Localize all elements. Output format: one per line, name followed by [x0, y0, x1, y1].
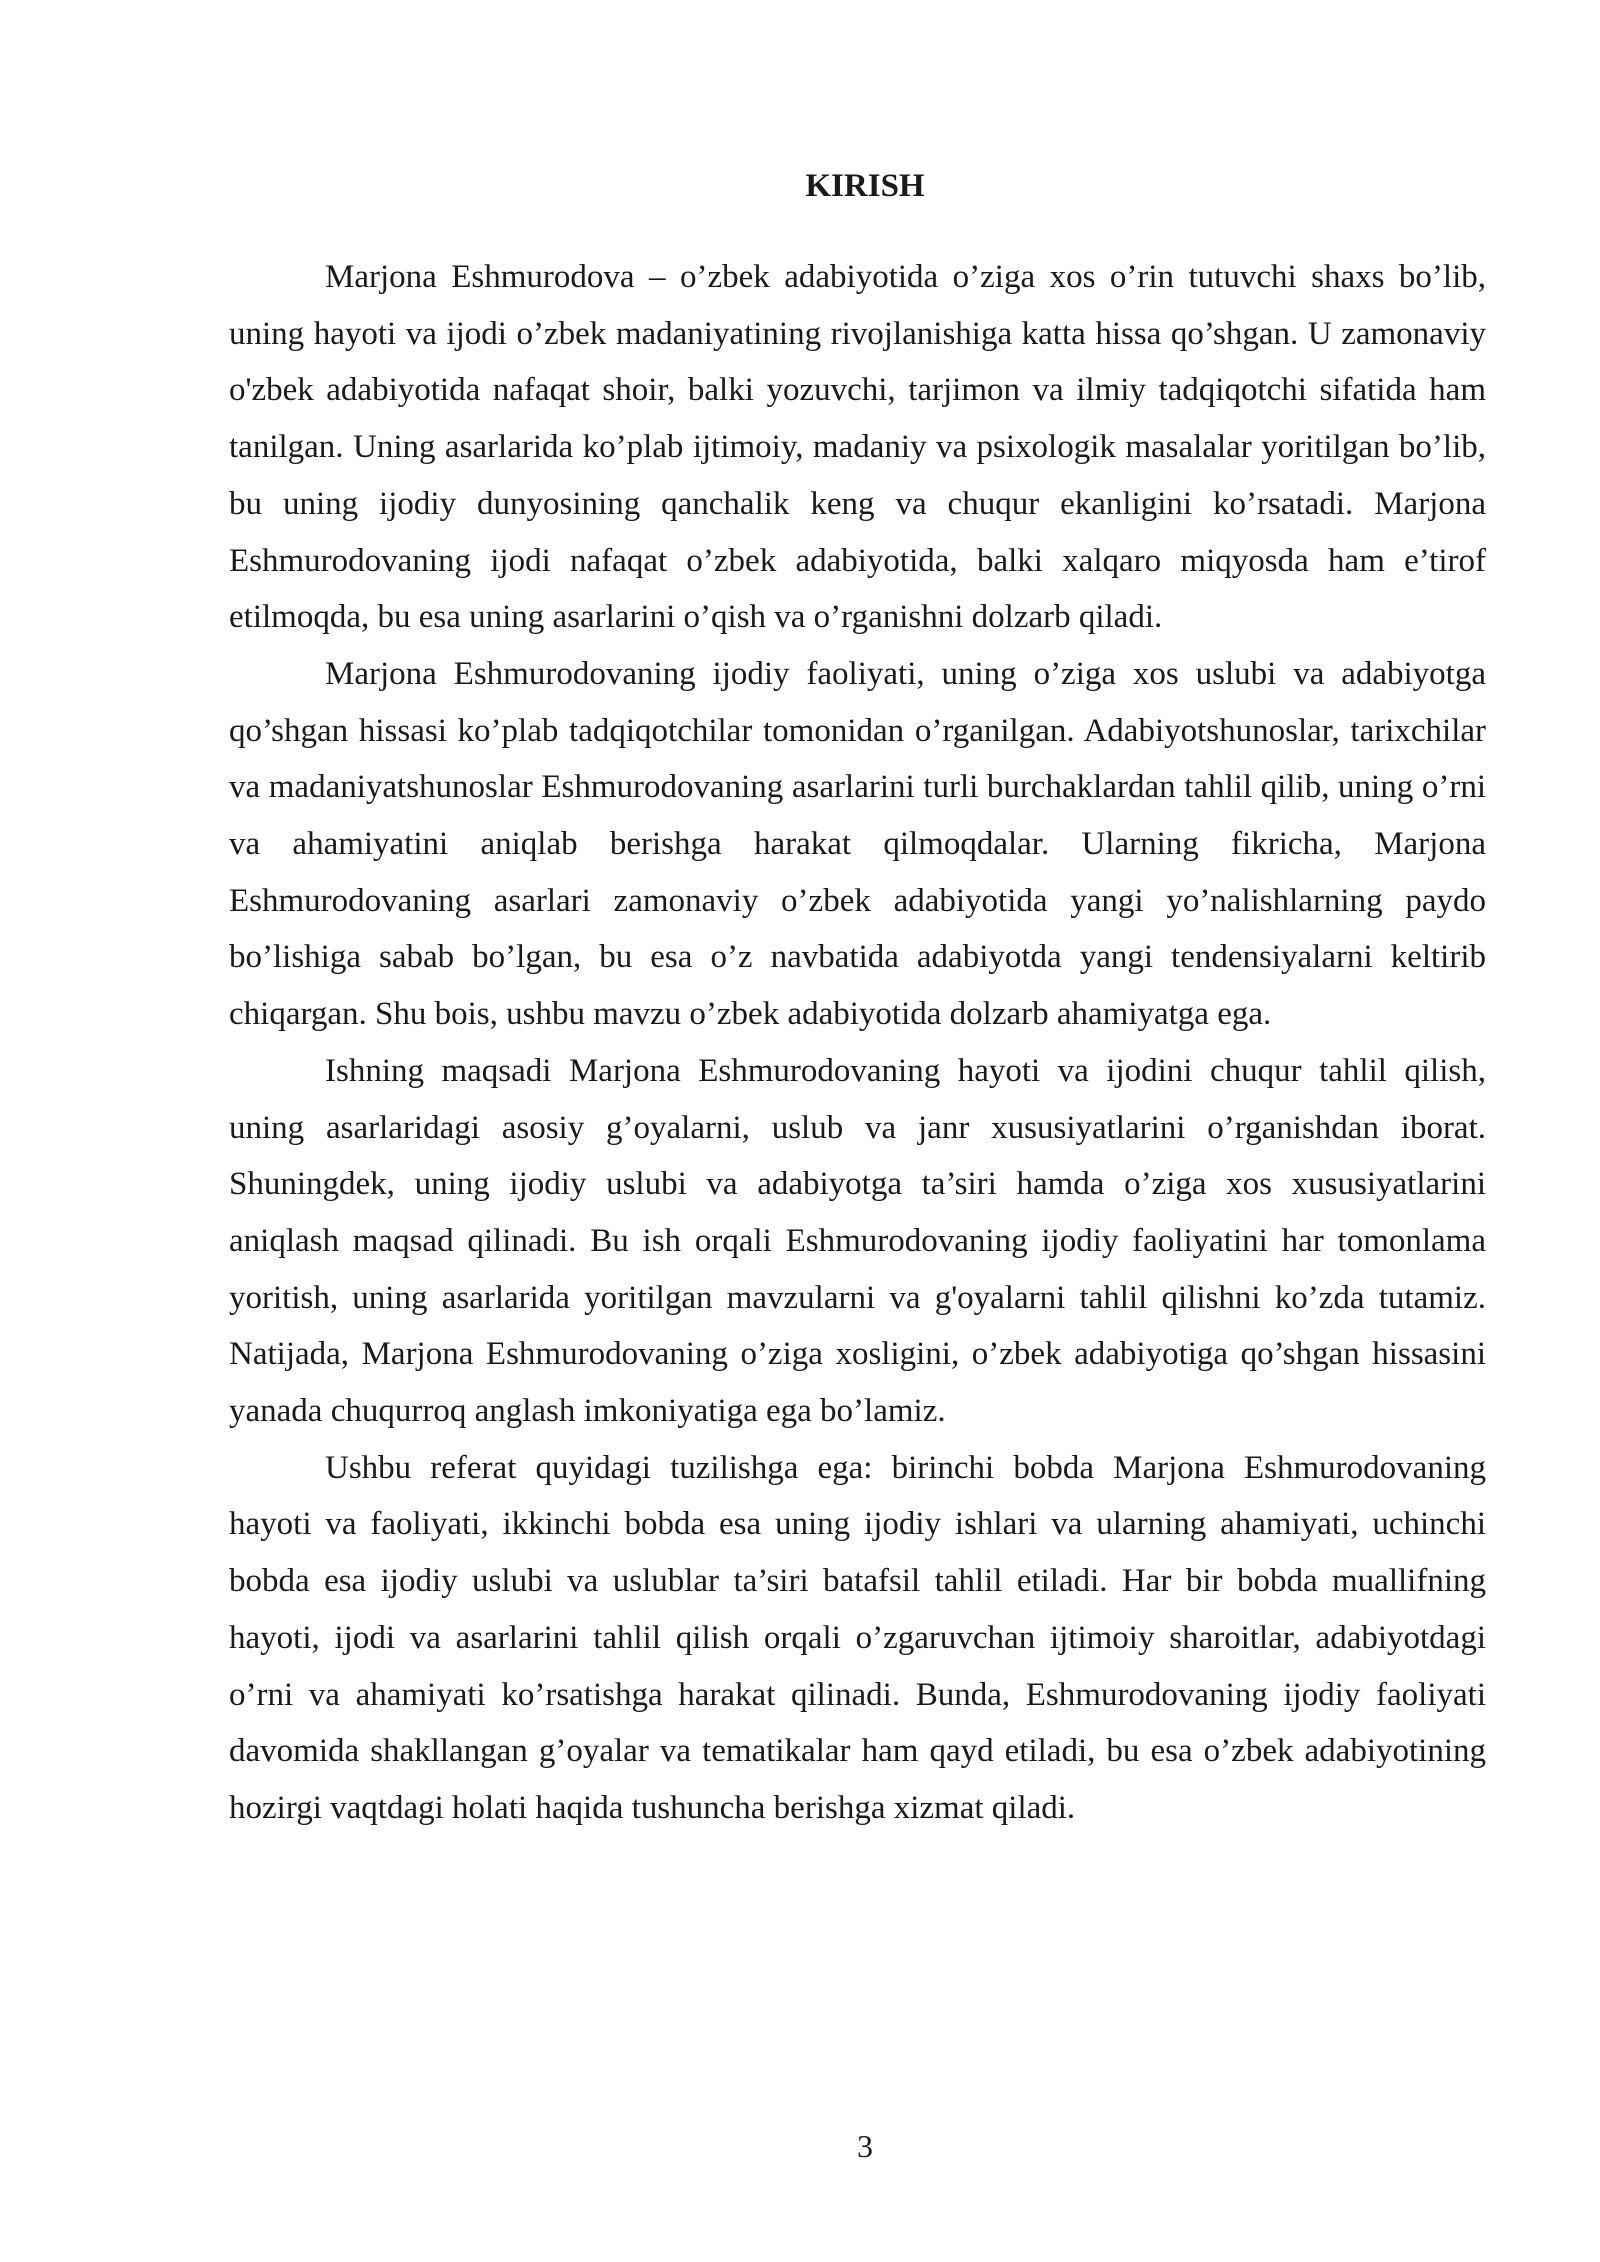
paragraph-4: Ushbu referat quyidagi tuzilishga ega: birinchi bobda Marjona Eshmurodovaning hayoti va faoliyati, ikkinchi bobda esa uning ijodiy ishlari va ularning ahamiyati, uchinchi bobda esa ijodiy uslubi va uslublar ta’siri batafsil tahlil etiladi. Har bir bobda muallifning hayoti, ijodi va asarlarini tahlil qilish orqali o’zgaruvchan ijtimoiy sharoitlar, adabiyotdagi o’rni va ahamiyati ko’rsatishga harakat qilinadi. Bunda, Eshmurodovaning ijodiy faoliyati davomida shakllangan g’oyalar va tematikalar ham qayd etiladi, bu esa o’zbek adabiyotining hozirgi vaqtdagi holati haqida tushuncha berishga xizmat qiladi. — [229, 1449, 1486, 1826]
paragraph-3: Ishning maqsadi Marjona Eshmurodovaning hayoti va ijodini chuqur tahlil qilish, uning asarlaridagi asosiy g’oyalarni, uslub va janr xususiyatlarini o’rganishdan iborat. Shuningdek, uning ijodiy uslubi va adabiyotga ta’siri hamda o’ziga xos xususiyatlarini aniqlash maqsad qilinadi. Bu ish orqali Eshmurodovaning ijodiy faoliyatini har tomonlama yoritish, uning asarlarida yoritilgan mavzularni va g'oyalarni tahlil qilishni ko’zda tutamiz. Natijada, Marjona Eshmurodovaning o’ziga xosligini, o’zbek adabiyotiga qo’shgan hissasini yanada chuqurroq anglash imkoniyatiga ega bo’lamiz. — [229, 1052, 1486, 1430]
paragraph-1: Marjona Eshmurodova – o’zbek adabiyotida o’ziga xos o’rin tutuvchi shaxs bo’lib, uning hayoti va ijodi o’zbek madaniyatining rivojlanishiga katta hissa qo’shgan. U zamonaviy o'zbek adabiyotida nafaqat shoir, balki yozuvchi, tarjimon va ilmiy tadqiqotchi sifatida ham tanilgan. Uning asarlarida ko’plab ijtimoiy, madaniy va psixologik masalalar yoritilgan bo’lib, bu uning ijodiy dunyosining qanchalik keng va chuqur ekanligini ko’rsatadi. Marjona Eshmurodovaning ijodi nafaqat o’zbek adabiyotida, balki xalqaro miqyosda ham e’tirof etilmoqda, bu esa uning asarlarini o’qish va o’rganishni dolzarb qiladi. — [229, 259, 1486, 636]
page-number: 3 — [857, 2128, 873, 2164]
page-heading: KIRISH — [805, 168, 925, 204]
paragraph-2: Marjona Eshmurodovaning ijodiy faoliyati, uning o’ziga xos uslubi va adabiyotga qo’shgan hissasi ko’plab tadqiqotchilar tomonidan o’rganilgan. Adabiyotshunoslar, tarixchilar va madaniyatshunoslar Eshmurodovaning asarlarini turli burchaklardan tahlil qilib, uning o’rni va ahamiyatini aniqlab berishga harakat qilmoqdalar. Ularning fikricha, Marjona Eshmurodovaning asarlari zamonaviy o’zbek adabiyotida yangi yo’nalishlarning paydo bo’lishiga sabab bo’lgan, bu esa o’z navbatida adabiyotda yangi tendensiyalarni keltirib chiqargan. Shu bois, ushbu mavzu o’zbek adabiyotida dolzarb ahamiyatga ega. — [229, 655, 1486, 1033]
body-text — [229, 249, 1486, 1837]
